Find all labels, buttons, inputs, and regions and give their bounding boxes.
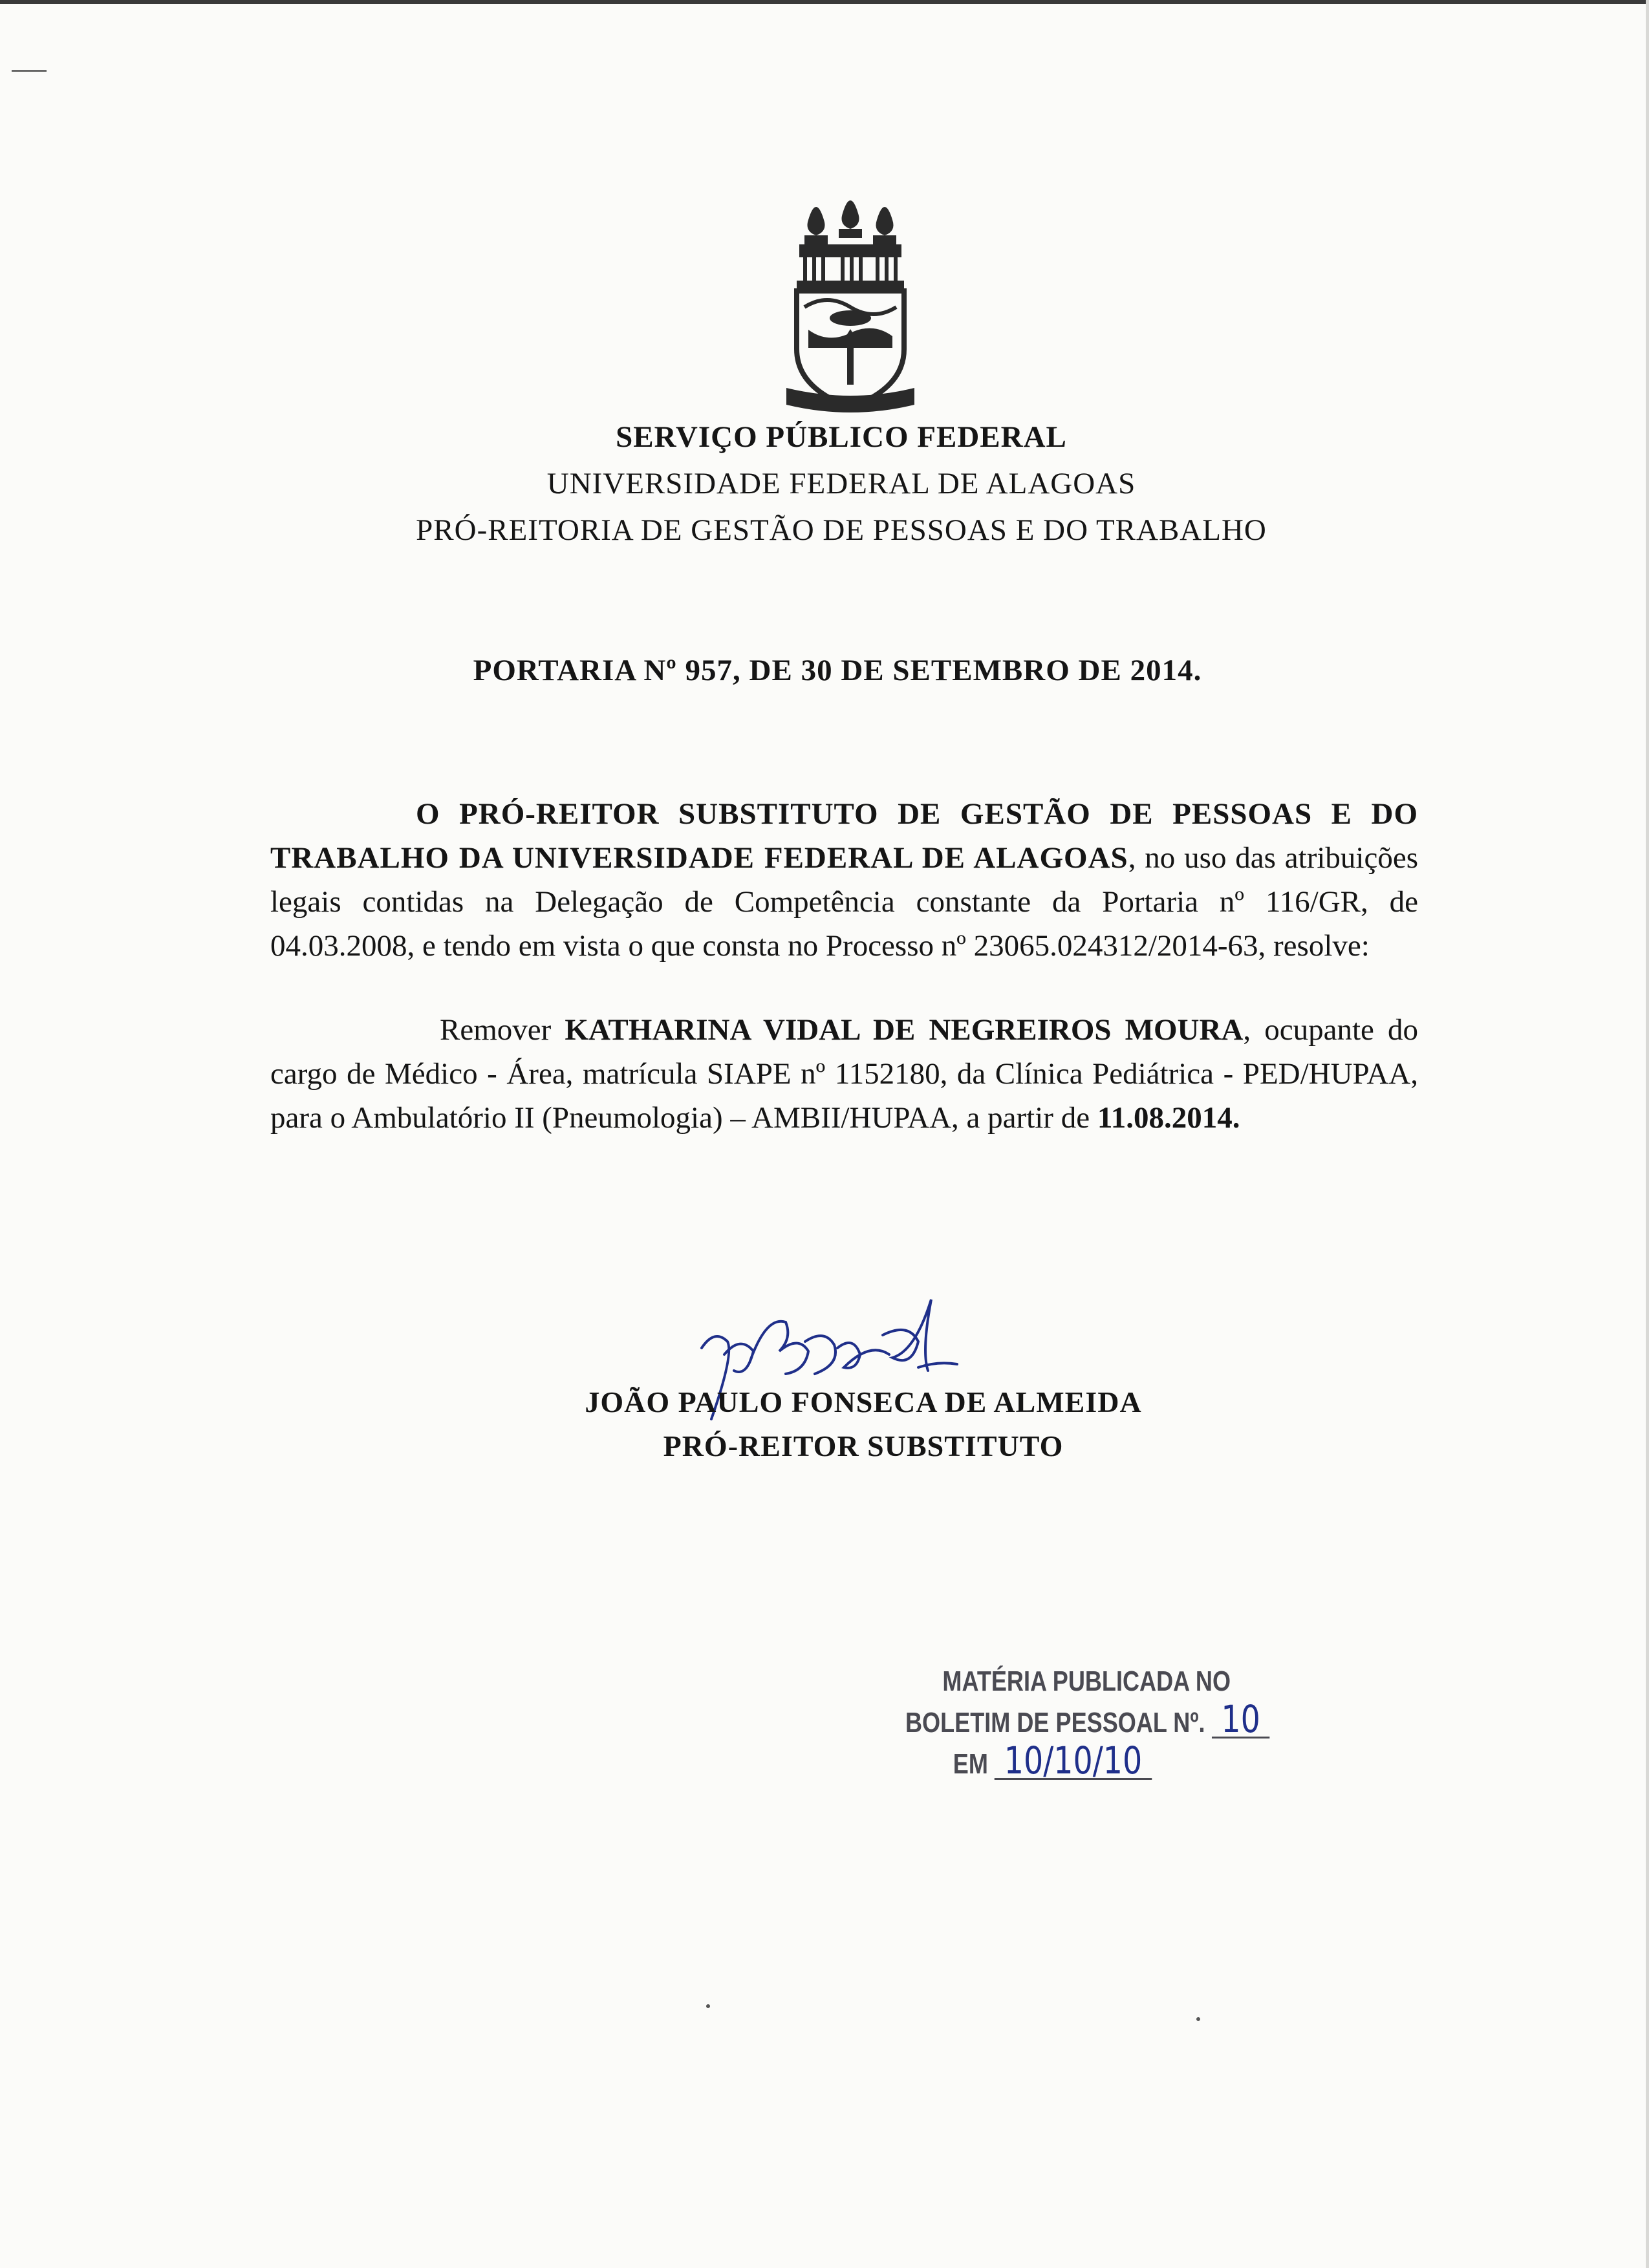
remove-verb: Remover: [440, 1013, 565, 1047]
publication-stamp: [905, 1662, 1260, 1784]
scan-edge-top: [0, 0, 1649, 4]
stamp-line-2: [905, 1697, 1260, 1743]
scan-mark: [12, 70, 47, 72]
university-crest-icon: [782, 194, 918, 417]
resolution-text: , ocupante do cargo de Médico - Área, matrícula SIAPE nº 1152180, da Clínica Pediátrica - PED/HUPAA, para o Ambulatório II (Pneumologia) – AMBII/HUPAA, a partir de: [270, 1013, 1419, 1135]
header-university: UNIVERSIDADE FEDERAL DE ALAGOAS: [546, 467, 1136, 500]
document-header: [0, 414, 1649, 553]
stamp-publication-date: 10/10/10: [995, 1743, 1152, 1780]
stamp-line-1: MATÉRIA PUBLICADA NO: [942, 1665, 1231, 1697]
effective-date: 11.08.2014.: [1097, 1101, 1240, 1135]
signer-name: JOÃO PAULO FONSECA DE ALMEIDA: [585, 1385, 1142, 1418]
stamp-line-3: [905, 1738, 1223, 1784]
document-body: [270, 792, 1418, 1140]
intro-text: , no uso das atribuições legais contidas na Delegação de Competência constante da Portaria nº 116/GR, de 04.03.2008, e tendo em vista o que consta no Processo nº 23065.024312/2014-63, resolve:: [270, 841, 1419, 963]
scan-speck: [706, 2004, 710, 2008]
authority-text: O PRÓ-REITOR SUBSTITUTO DE GESTÃO DE PESSOAS E DO TRABALHO DA UNIVERSIDADE FEDERAL DE ALAGOAS: [270, 797, 1418, 875]
header-department: PRÓ-REITORIA DE GESTÃO DE PESSOAS E DO TRABALHO: [416, 513, 1267, 547]
intro-paragraph: [270, 792, 1418, 968]
header-service: SERVIÇO PÚBLICO FEDERAL: [616, 420, 1067, 454]
scan-speck: [1196, 2017, 1200, 2021]
stamp-boletim-number: 10: [1212, 1702, 1270, 1738]
stamp-boletim-label: BOLETIM DE PESSOAL Nº.: [905, 1707, 1205, 1738]
scan-edge-right: [1646, 0, 1649, 2268]
signer-role: PRÓ-REITOR SUBSTITUTO: [663, 1429, 1064, 1462]
portaria-title: PORTARIA Nº 957, DE 30 DE SETEMBRO DE 2014.: [473, 654, 1202, 687]
stamp-date-label: EM: [953, 1748, 988, 1780]
resolution-paragraph: [270, 1008, 1418, 1140]
employee-name: KATHARINA VIDAL DE NEGREIROS MOURA: [565, 1013, 1244, 1047]
signer-block: [39, 1380, 1649, 1468]
